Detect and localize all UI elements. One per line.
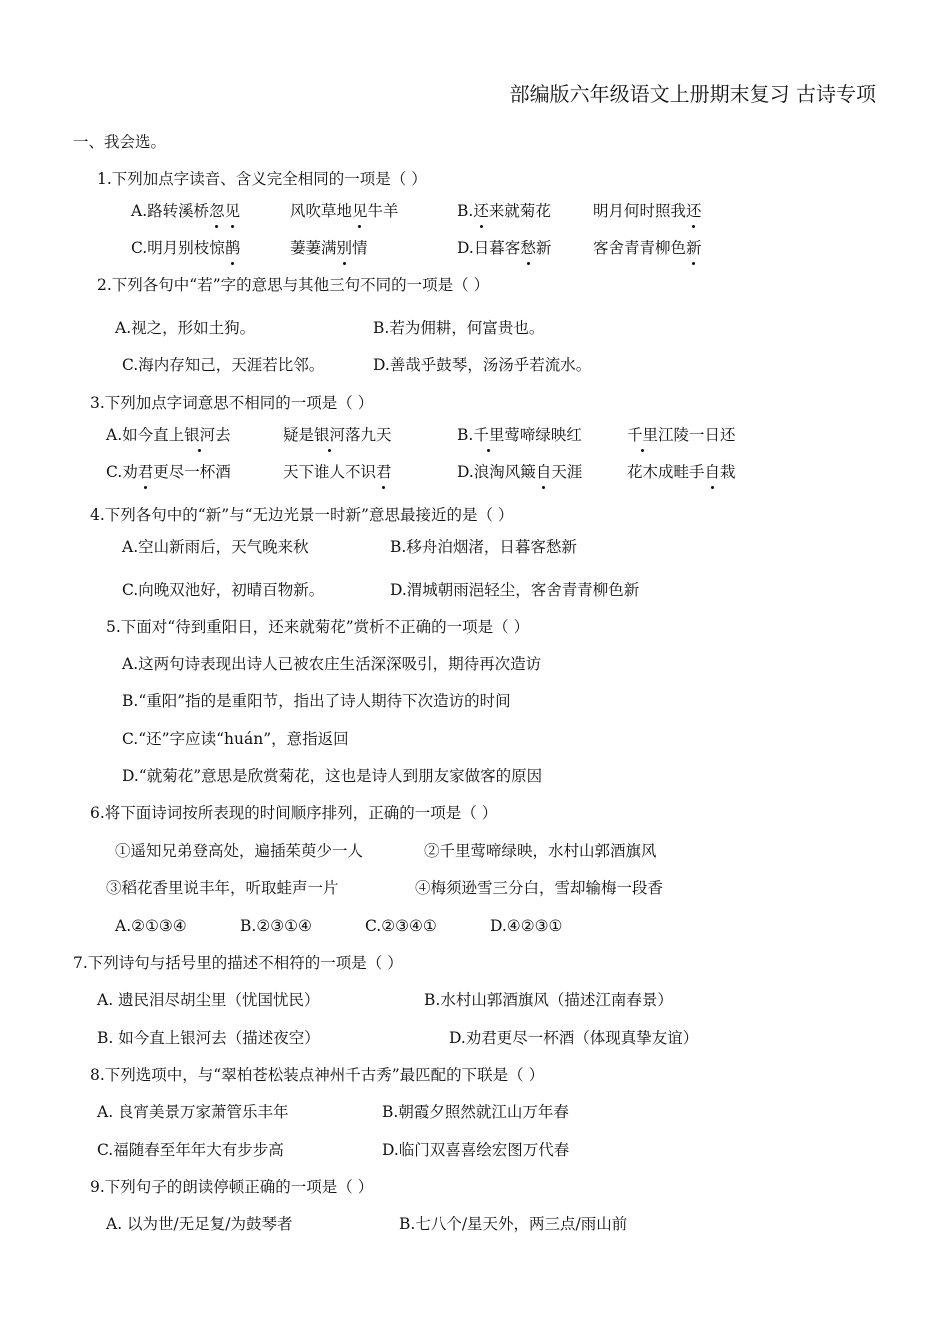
- q8-option-a: A. 良宵美景万家萧管乐丰年: [97, 1103, 289, 1121]
- q7-option-b: B.水村山郭酒旗风（描述江南春景）: [424, 991, 673, 1009]
- q4-option-a: A.空山新雨后，天气晚来秋: [122, 538, 309, 556]
- q3-option-d-part2: 花木成畦手自栽: [627, 463, 736, 481]
- q6-poem-2: ②千里莺啼绿映，水村山郭酒旗风: [424, 842, 657, 860]
- question-8-stem: 8.下列选项中，与“翠柏苍松装点神州千古秀”最匹配的下联是（ ）: [90, 1066, 545, 1084]
- q6-option-a: A.②①③④: [115, 917, 187, 935]
- q8-option-b: B.朝霞夕照然就江山万年春: [382, 1103, 569, 1121]
- q4-option-b: B.移舟泊烟渚，日暮客愁新: [390, 538, 577, 556]
- q6-option-c: C.②③④①: [365, 917, 437, 935]
- q1-option-c: C.明月别枝惊鹊: [131, 239, 241, 257]
- q3-option-a-part2: 疑是银河落九天: [283, 426, 392, 444]
- q1-option-b: B.还来就菊花: [457, 202, 551, 220]
- q8-option-d: D.临门双喜喜绘宏图万代春: [382, 1141, 570, 1159]
- q3-option-a: A.如今直上银河去: [106, 426, 231, 444]
- q2-option-c: C.海内存知己，天涯若比邻。: [122, 356, 325, 374]
- q6-poem-3: ③稻花香里说丰年，听取蛙声一片: [106, 879, 339, 897]
- q1-option-a-part2: 风吹草地见牛羊: [290, 202, 399, 220]
- q2-option-b: B.若为佣耕，何富贵也。: [373, 319, 545, 337]
- q4-option-c: C.向晚双池好，初晴百物新。: [122, 581, 325, 599]
- q3-option-c: C.劝君更尽一杯酒: [106, 463, 231, 481]
- q6-option-b: B.②③①④: [240, 917, 312, 935]
- q4-option-d: D.渭城朝雨浥轻尘，客舍青青柳色新: [390, 581, 640, 599]
- q5-option-c: C.“还”字应读“huán”，意指返回: [122, 730, 349, 748]
- q3-option-c-part2: 天下谁人不识君: [283, 463, 392, 481]
- question-9-stem: 9.下列句子的朗读停顿正确的一项是（ ）: [90, 1178, 374, 1196]
- q1-option-d: D.日暮客愁新: [457, 239, 552, 257]
- q1-option-b-part2: 明月何时照我还: [593, 202, 702, 220]
- q5-option-d: D.“就菊花”意思是欣赏菊花，这也是诗人到朋友家做客的原因: [122, 767, 543, 785]
- q7-option-d: D.劝君更尽一杯酒（体现真挚友谊）: [449, 1029, 699, 1047]
- q6-option-d: D.④②③①: [490, 917, 563, 935]
- q9-option-a: A. 以为世/无足复/为鼓琴者: [106, 1215, 293, 1233]
- q1-option-a: A.路转溪桥忽见: [131, 202, 241, 220]
- q2-option-a: A.视之，形如土狗。: [115, 319, 256, 337]
- q9-option-b: B.七八个/星天外，两三点/雨山前: [399, 1215, 628, 1233]
- question-6-stem: 6.将下面诗词按所表现的时间顺序排列，正确的一项是（ ）: [90, 804, 498, 822]
- q2-option-d: D.善哉乎鼓琴，汤汤乎若流水。: [373, 356, 592, 374]
- question-7-stem: 7.下列诗句与括号里的描述不相符的一项是（ ）: [73, 954, 403, 972]
- q7-option-c: B. 如今直上银河去（描述夜空）: [97, 1029, 320, 1047]
- question-3-stem: 3.下列加点字词意思不相同的一项是（ ）: [90, 394, 374, 412]
- q1-option-c-part2: 萋萋满别情: [290, 239, 368, 257]
- page-title: 部编版六年级语文上册期末复习 古诗专项: [509, 82, 876, 106]
- section-heading: 一、我会选。: [73, 133, 167, 151]
- q8-option-c: C.福随春至年年大有步步高: [97, 1141, 284, 1159]
- q1-option-d-part2: 客舍青青柳色新: [593, 239, 702, 257]
- q6-poem-4: ④梅须逊雪三分白，雪却输梅一段香: [415, 879, 664, 897]
- question-1-stem: 1.下列加点字读音、含义完全相同的一项是（ ）: [97, 170, 427, 188]
- q3-option-b: B.千里莺啼绿映红: [457, 426, 582, 444]
- question-4-stem: 4.下列各句中的“新”与“无边光景一时新”意思最接近的是（ ）: [90, 506, 514, 524]
- question-2-stem: 2.下列各句中“若”字的意思与其他三句不同的一项是（ ）: [97, 276, 490, 294]
- q5-option-a: A.这两句诗表现出诗人已被农庄生活深深吸引，期待再次造访: [122, 655, 542, 673]
- q3-option-d: D.浪淘风簸自天涯: [457, 463, 583, 481]
- q3-option-b-part2: 千里江陵一日还: [627, 426, 736, 444]
- q6-poem-1: ①遥知兄弟登高处，遍插茱萸少一人: [115, 842, 364, 860]
- q5-option-b: B.“重阳”指的是重阳节，指出了诗人期待下次造访的时间: [122, 692, 511, 710]
- question-5-stem: 5.下面对“待到重阳日，还来就菊花”赏析不正确的一项是（ ）: [106, 618, 530, 636]
- q7-option-a: A. 遗民泪尽胡尘里（忧国忧民）: [97, 991, 320, 1009]
